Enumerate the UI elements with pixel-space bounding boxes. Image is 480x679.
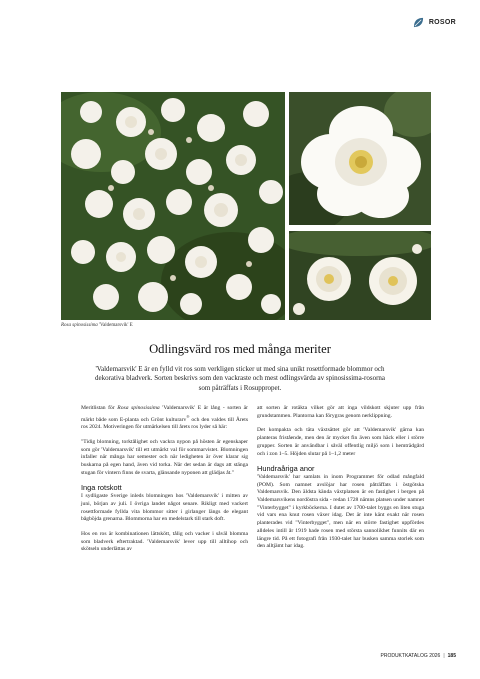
rose-bush-photo: [61, 92, 285, 320]
text-run: 'Valdemarsvik' E är lång - sorten är märkt både som E-planta och Grönt kulturarv: [81, 405, 249, 423]
article-lead: 'Valdemarsvik' E är en fylld vit ros som verkligen sticker ut med sina unikt rosettformade blommor och dekorativa bladverk. Sorten beskrivs som den vackraste och mest odlingsvärda av spinosissima-rosorna som påträffats i Rosuppropet.: [94, 365, 386, 392]
article-title: Odlingsvärd ros med många meriter: [149, 342, 331, 356]
rose-pair-photo: [289, 231, 431, 320]
article-left-column: [81, 405, 248, 561]
text-run: och den valdes till Årets ros 2024. Motiveringen för utmärkelsen till årets ros lyder så här:: [81, 416, 248, 431]
rose-closeup-photo: [289, 92, 431, 225]
paragraph-anor: 'Valdemarsvik' har samlats in inom Programmet för odlad mångfald (POM). Som namnet avslöjar har rosen påträffats i östgötska Valdemarsvik. Den äldsta kända växtplatsen är en fastighet i bergen på Valdemarsvikens nordöstra sida - redan 1728 nämns platsen under namnet "Vinterbygget" i kyrkböckerna. I dutet av 1700-talet byggs en liten stuga vid vars ena knut rosen växer idag. Det är inte känt exakt när rosen planterades vid "Vinterbygget", men när en större fastighet uppfördes alldeles intill år 1919 hade rosen med största sannolikhet funnits där en längre tid. På ett fotografi från 1930-talet har busken samma storlek som den alltjämt har idag.: [257, 473, 424, 550]
subheading-rotskott: Inga rotskott: [81, 483, 122, 493]
paragraph-quote: "Tidig blomning, torktålighet och vackra nypon på hösten är egenskaper som gör 'Valdemarsvik' till ett utmärkt val för sommarvistet. Blomningen infaller när många har semester och när ledigheten är över klarar sig buskarna på egen hand, även vid torka. När det sedan är dags att stänga stugan för vintern finns de svarta, glänsande nyponen att glädjas åt.": [81, 438, 248, 476]
text-run-italic: Rosa spinosissima: [117, 405, 160, 411]
photo-caption: [61, 323, 133, 328]
paragraph-continued: att sorten är rotäkta vilket gör att inga vildskott skjuter upp från grundstammen. Plantorna kan förygras genom nerklippning.: [257, 405, 424, 419]
paragraph-rotskott: I sydligaste Sverige inleds blomningen hos 'Valdemarsvik' i mitten av juni, början av juli. I övriga landet något senare. Rikligt med vackert rosettformade fyllda vita blommor sitter i girlanger längs de elegant bågböjda grenarna. Blommorna har en medelstark till stark doft.: [81, 493, 248, 523]
paragraph-kombination: Hos en ros är kombinationen lättskött, tålig och vacker i såväl blomma som bladverk eftertraktad. 'Valdemarsvik' lever upp till alltihop och skötseln underlättas av: [81, 531, 248, 553]
page-footer: [381, 653, 457, 659]
caption-cultivar: 'Valdemarsvik' E: [97, 323, 133, 328]
catalog-name: PRODUKTKATALOG 2026: [380, 653, 441, 659]
subheading-anor: Hundraåriga anor: [257, 464, 315, 474]
text-run: Meritlistan för: [81, 405, 118, 411]
footer-separator: |: [443, 653, 445, 659]
article-right-column: [257, 405, 424, 558]
section-label: ROSOR: [428, 19, 456, 26]
section-header: [413, 17, 456, 28]
paragraph-meritlista: [81, 405, 248, 432]
paragraph-kompakt: Det kompakta och täta växtsättet gör att 'Valdemarsvik' gärna kan planteras fristående, men den är mycket fin även som häck eller i större grupper. Sorten är användbar i såväl offentlig miljö som i hemträdgård och i zon 1–5. Höjden slutar på 1–1,2 meter: [257, 427, 424, 457]
registered-mark: ®: [186, 413, 190, 419]
caption-species: Rosa spinosissima: [61, 323, 98, 328]
page-number: 185: [447, 653, 456, 659]
leaf-icon: [413, 17, 424, 28]
